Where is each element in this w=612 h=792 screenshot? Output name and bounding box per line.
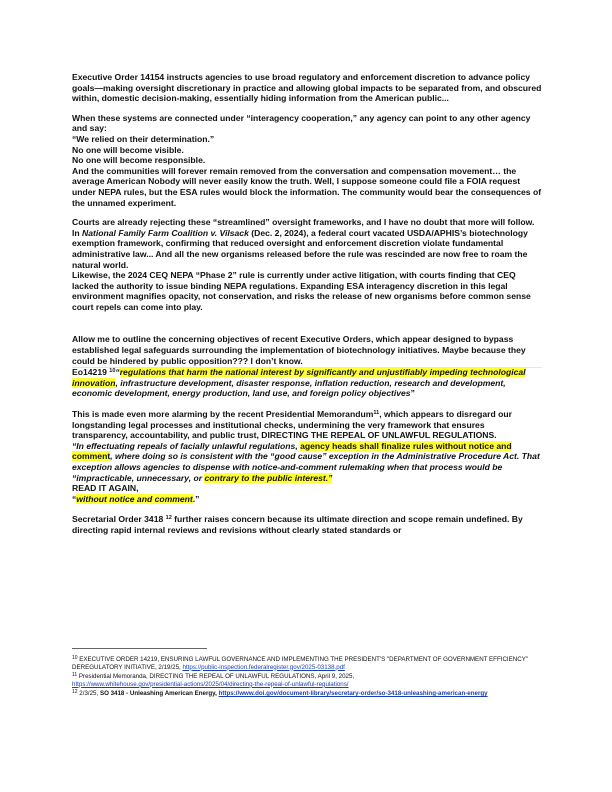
quote-mark: .” [192, 493, 200, 504]
paragraph-outline-objectives: Allow me to outline the concerning objectives of recent Executive Orders, which appear designed to bypass established legal safeguards surrounding the implementation of biotechnology initiatives. Maybe because they could be hindered by public opposition??? I don’t know. [72, 334, 526, 366]
text-span: In [72, 227, 83, 238]
paragraph-courts-rejecting: Courts are already rejecting these “streamlined” oversight frameworks, and I have no doubt that more will follow. [72, 217, 535, 228]
paragraph-ceq-nepa: Likewise, the 2024 CEQ NEPA “Phase 2” rule is currently under active litigation, with courts finding that CEQ lacked the authority to issue binding NEPA regulations. Expanding ESA interagency discretion in this legal environment magnifies opacity, not conservation, and risks the release of new organisms before common sense court repels can come into play. [72, 270, 531, 312]
paragraph-presidential-memo [72, 408, 542, 441]
footnote-11 [72, 672, 542, 688]
text-span: , infrastructure development, disaster response, inflation reduction, research and development, economic development, energy production, land use, and foreign policy objectives [72, 377, 506, 399]
footnote-number: 10 [72, 655, 78, 661]
text-span: (Dec. 2, 2024), a federal court vacated USDA/APHIS’s biotechnology exemption framework, confirming that reduced oversight and enforcement discretion violate fundamental administrative law... And all the new organisms released before the rule was rescinded are now free to roam the natural world. [72, 227, 528, 270]
text-span: , which appears to disregard our longstanding legal processes and institutional checks, undermining the very framework that ensures transparency, accountability, and public trust, DIRECTING THE REPEAL OF UNLAWFUL REGULATIONS. [72, 409, 512, 441]
text-span: “In effectuating repeals of facially unlawful regulations, [72, 440, 301, 451]
paragraph-read-again: READ IT AGAIN, [72, 483, 139, 494]
quote-mark: “ [72, 493, 77, 504]
quote-mark: “ [115, 367, 120, 378]
paragraph-eo14219-quote [72, 366, 542, 399]
highlight-without-notice-again: without notice and comment [76, 493, 193, 504]
footnote-separator [72, 648, 207, 649]
footnote-number: 12 [72, 689, 78, 696]
paragraph-vilsack-case [72, 228, 542, 270]
text-span: further raises concern because its ultimate direction and scope remain undefined. By directing rapid internal reviews and revisions without clearly stated standards or [72, 514, 523, 535]
footnote-ref-10[interactable]: 10 [109, 368, 116, 375]
highlight-contrary-public-interest: contrary to the public interest.” [204, 472, 333, 483]
paragraph-without-notice [72, 494, 542, 505]
text-span: Secretarial Order 3418 [72, 514, 166, 525]
paragraph-memo-quote [72, 441, 542, 483]
paragraph-eo14154: Executive Order 14154 instructs agencies to use broad regulatory and enforcement discretion to advance policy goals—making oversight discretionary in practice and allowing global impacts to be separated from, and obscured within, domestic decision-making, essentially hiding information from the American public... [72, 72, 542, 104]
text-span: 2/3/25, [77, 690, 100, 698]
text-span: Presidential Memoranda, DIRECTING THE REPEAL OF UNLAWFUL REGULATIONS, April 9, 2025, [77, 673, 355, 681]
footnote-12-link[interactable]: https://www.doi.gov/document-library/secretary-order/so-3418-unleashing-american-energy [218, 690, 488, 698]
footnote-10 [72, 655, 542, 671]
highlight-without-notice: agency heads shall finalize rules without notice and comment [72, 440, 512, 462]
text-span: EXECUTIVE ORDER 14219, ENSURING LAWFUL GOVERNANCE AND IMPLEMENTING THE PRESIDENT'S "DEPARTMENT OF GOVERNMENT EFFICIENCY" DEREGULATORY INITIATIVE, 2/19/25, [72, 656, 529, 671]
highlight-eo-regulations: regulations that harm the national interest by significantly and unjustifiably impeding technological innovation [72, 367, 526, 388]
footnote-ref-12[interactable]: 12 [165, 515, 172, 522]
case-name: National Family Farm Coalition v. Vilsack [82, 227, 249, 238]
paragraph-quote-relied: “We relied on their determination.” [72, 133, 215, 144]
footnote-11-link[interactable]: https://www.whitehouse.gov/presidential-actions/2025/04/directing-the-repeal-of-unlawful-regulations/ [72, 680, 349, 688]
paragraph-communities: And the communities will forever remain removed from the conversation and compensation movement… the average American Nobody will never easily know the truth. Well, I suppose someone could file a FOIA request under NEPA rules, but the ESA rules would block the information. The community would bear the consequences of the unnamed experiment. [72, 165, 542, 208]
footnote-number: 11 [72, 672, 78, 679]
footnotes [72, 655, 542, 699]
paragraph-no-one-responsible: No one will become responsible. [72, 155, 206, 166]
paragraph-secretarial-order [72, 513, 542, 535]
footnote-12 [72, 689, 542, 698]
section-divider [72, 367, 542, 368]
quote-mark: ” [410, 388, 415, 399]
text-span: , where doing so is consistent with the “good cause” exception in the Administrative Procedure Act. That exception allows agencies to dispense with notice-and-comment rulemaking when that process would be “impracticable, unnecessary, or [72, 451, 540, 483]
eo-label: Eo14219 [72, 367, 110, 378]
text-span: This is made even more alarming by the recent Presidential Memorandum [72, 409, 374, 420]
document-page [72, 72, 542, 536]
footnote-10-link[interactable]: https://public-inspection.federalregister.gov/2025-03138.pdf [182, 663, 345, 671]
paragraph-no-one-visible: No one will become visible. [72, 144, 184, 155]
paragraph-interagency-intro: When these systems are connected under “interagency cooperation,” any agency can point to any other agency and say: [72, 112, 531, 134]
footnote-ref-11[interactable]: 11 [373, 410, 380, 417]
footnote-12-title: SO 3418 - Unleashing American Energy, [99, 690, 219, 698]
